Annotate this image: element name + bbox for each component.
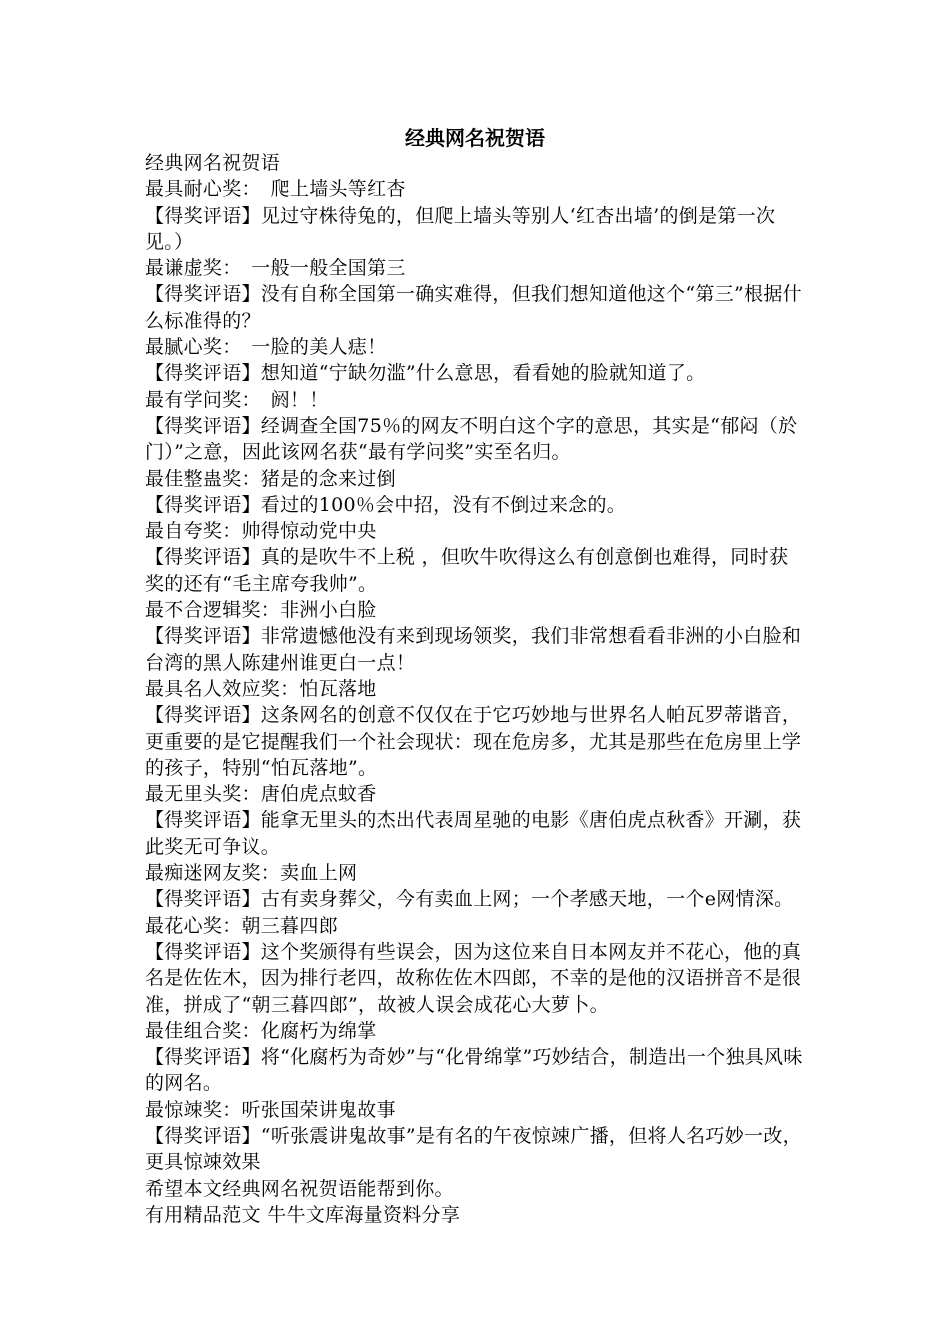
award-heading: 最具耐心奖： 爬上墙头等红杏 <box>145 178 406 201</box>
paragraph: 经典网名祝贺语 <box>145 152 281 174</box>
award-heading: 最无里头奖：唐伯虎点蚊香 <box>145 783 377 806</box>
award-comment: 【得奖评语】经调查全国75％的网友不明白这个字的意思，其实是“郁闷（於门）”之意，因此该网名获“最有学问奖”实至名归。 <box>145 414 798 464</box>
award-comment: 【得奖评语】没有自称全国第一确实难得，但我们想知道他这个“第三”根据什么标准得的？ <box>145 283 802 332</box>
award-comment: 【得奖评语】真的是吹牛不上税 ，但吹牛吹得这么有创意倒也难得，同时获奖的还有“毛主席夸我帅”。 <box>145 546 789 595</box>
award-comment: 【得奖评语】这个奖颁得有些误会，因为这位来自日本网友并不花心，他的真名是佐佐木，因为排行老四，故称佐佐木四郎，不幸的是他的汉语拼音不是很准，拼成了“朝三暮四郎”，故被人误会成花心大萝卜。 <box>145 940 802 1016</box>
award-comment: 【得奖评语】“听张震讲鬼故事”是有名的午夜惊竦广播，但将人名巧妙一改，更具惊竦效果 <box>145 1124 802 1174</box>
document-body <box>145 150 805 1228</box>
award-heading: 最惊竦奖：听张国荣讲鬼故事 <box>145 1098 396 1121</box>
award-heading: 最自夸奖：帅得惊动党中央 <box>145 520 377 543</box>
award-heading: 最佳整蛊奖：猪是的念来过倒 <box>145 467 396 490</box>
award-comment: 【得奖评语】这条网名的创意不仅仅在于它巧妙地与世界名人帕瓦罗蒂谐音，更重要的是它提醒我们一个社会现状：现在危房多，尤其是那些在危房里上学的孩子，特别“怕瓦落地”。 <box>145 704 802 779</box>
document-title: 经典网名祝贺语 <box>405 126 545 150</box>
award-heading: 最腻心奖： 一脸的美人痣！ <box>145 336 387 359</box>
award-comment: 【得奖评语】看过的100％会中招，没有不倒过来念的。 <box>145 493 627 516</box>
award-heading: 最具名人效应奖：怕瓦落地 <box>145 677 377 700</box>
award-comment: 【得奖评语】非常遗憾他没有来到现场领奖，我们非常想看看非洲的小白脸和台湾的黑人陈建州谁更白一点！ <box>145 625 802 674</box>
award-heading: 最佳组合奖：化腐朽为绵掌 <box>145 1019 377 1042</box>
award-comment: 【得奖评语】将“化腐朽为奇妙”与“化骨绵掌”巧妙结合，制造出一个独具风味的网名。 <box>145 1046 803 1095</box>
award-comment: 【得奖评语】见过守株待兔的，但爬上墙头等别人‘红杏出墙’的倒是第一次见。） <box>145 204 776 253</box>
award-comment: 【得奖评语】能拿无里头的杰出代表周星驰的电影《唐伯虎点秋香》开涮，获此奖无可争议。 <box>145 809 802 858</box>
award-heading: 最花心奖：朝三暮四郎 <box>145 914 339 937</box>
closing-line: 希望本文经典网名祝贺语能帮到你。 <box>145 1177 454 1200</box>
award-heading: 最有学问奖： 阏！！ <box>145 388 329 411</box>
award-heading: 最不合逻辑奖：非洲小白脸 <box>145 599 377 622</box>
award-heading: 最痴迷网友奖：卖血上网 <box>145 862 358 885</box>
award-comment: 【得奖评语】古有卖身葬父，今有卖血上网；一个孝感天地，一个e网情深。 <box>145 888 794 911</box>
award-comment: 【得奖评语】想知道“宁缺勿滥”什么意思，看看她的脸就知道了。 <box>145 362 706 385</box>
award-heading: 最谦虚奖： 一般一般全国第三 <box>145 257 406 280</box>
footer-line: 有用精品范文 牛牛文库海量资料分享 <box>145 1203 461 1226</box>
